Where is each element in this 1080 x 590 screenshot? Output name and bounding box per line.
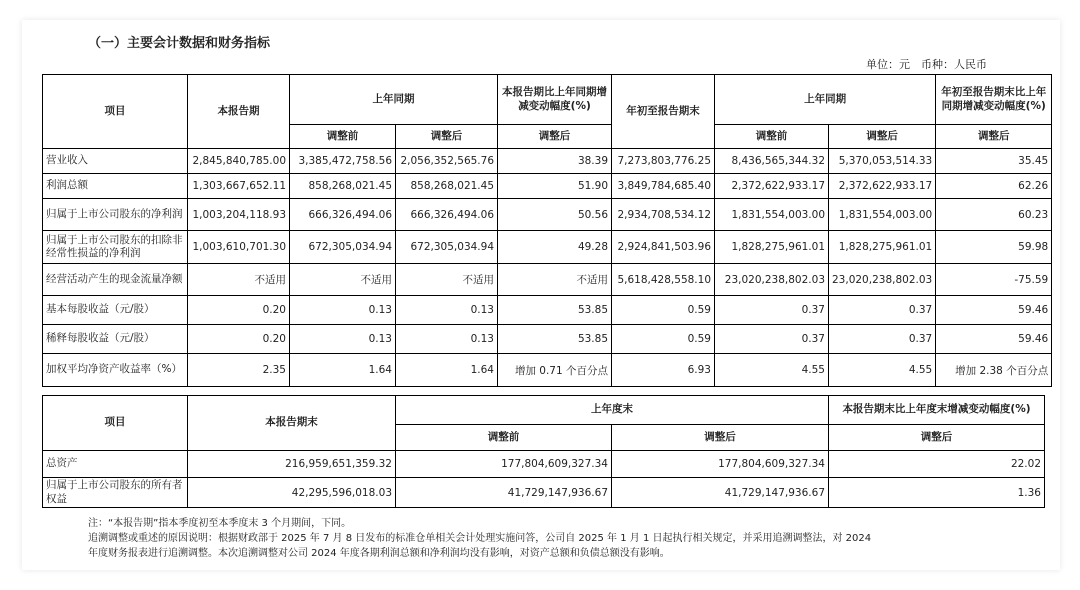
table-cell: 42,295,596,018.03 [188,478,396,508]
table-cell: 不适用 [290,264,396,296]
table-cell: 1.36 [829,478,1045,508]
balance-sheet-table [42,395,1045,508]
footnotes [88,516,1018,561]
table-row [43,264,1052,296]
table-cell: 59.98 [936,231,1052,264]
header-change-pct: 本报告期比上年同期增减变动幅度(%) [498,75,612,125]
table-cell: 8,436,565,344.32 [715,149,829,174]
table-cell: 0.59 [612,296,715,325]
table-cell: 1,303,667,652.11 [188,174,290,199]
table-cell: 5,618,428,558.10 [612,264,715,296]
table-cell: 38.39 [498,149,612,174]
header-prior-period-ytd: 上年同期 [715,75,936,125]
table-row [43,149,1052,174]
table-cell: 2.35 [188,354,290,387]
table-cell: 53.85 [498,325,612,354]
table-cell: 23,020,238,802.03 [715,264,829,296]
table-cell: 216,959,651,359.32 [188,451,396,478]
table-cell: 0.37 [829,325,936,354]
table-cell: 5,370,053,514.33 [829,149,936,174]
header-change-after-adjustment: 调整后 [498,125,612,149]
table-cell: 7,273,803,776.25 [612,149,715,174]
table-cell: 59.46 [936,325,1052,354]
table-cell: 666,326,494.06 [290,199,396,231]
table-row [43,199,1052,231]
financial-data-table [42,74,1052,387]
table-cell: 672,305,034.94 [396,231,498,264]
header-after-adjustment-ytd: 调整后 [829,125,936,149]
row-label: 总资产 [43,451,188,478]
table-cell: 858,268,021.45 [396,174,498,199]
table-cell: 不适用 [498,264,612,296]
table-cell: 2,056,352,565.76 [396,149,498,174]
row-label: 加权平均净资产收益率（%） [43,354,188,387]
table-cell: 4.55 [715,354,829,387]
table-cell: 672,305,034.94 [290,231,396,264]
row-label: 利润总额 [43,174,188,199]
table-cell: 1.64 [290,354,396,387]
table-row [43,174,1052,199]
table-cell: 177,804,609,327.34 [396,451,612,478]
table-cell: 22.02 [829,451,1045,478]
header-item: 项目 [43,75,188,149]
table-cell: 0.13 [290,296,396,325]
table-cell: 0.59 [612,325,715,354]
table-cell: 1,003,610,701.30 [188,231,290,264]
row-label: 经营活动产生的现金流量净额 [43,264,188,296]
table-cell: 0.13 [396,296,498,325]
table-cell: 0.37 [829,296,936,325]
header-after-adjustment: 调整后 [396,125,498,149]
table-cell: 1,828,275,961.01 [829,231,936,264]
header-before-adjustment-ytd: 调整前 [715,125,829,149]
table-cell: 41,729,147,936.67 [396,478,612,508]
table-cell: 不适用 [396,264,498,296]
table-cell: 1,831,554,003.00 [829,199,936,231]
header-prior-year-end: 上年度末 [396,396,829,425]
table-cell: 0.13 [396,325,498,354]
row-label: 稀释每股收益（元/股） [43,325,188,354]
footnote-line: 注：“本报告期”指本季度初至本季度末 3 个月期间，下同。 [88,518,352,529]
table-cell: 4.55 [829,354,936,387]
header-prior-period: 上年同期 [290,75,498,125]
header-ytd-change-pct: 年初至报告期末比上年同期增减变动幅度(%) [936,75,1052,125]
table-cell: 3,849,784,685.40 [612,174,715,199]
header-change-after-adjustment-2: 调整后 [829,425,1045,451]
row-label: 归属于上市公司股东的所有者权益 [43,478,188,508]
table-cell: 增加 0.71 个百分点 [498,354,612,387]
table-row [43,354,1052,387]
table-cell: 2,372,622,933.17 [715,174,829,199]
table-cell: 49.28 [498,231,612,264]
header-period-end-change-pct: 本报告期末比上年度末增减变动幅度(%) [829,396,1045,425]
section-heading: （一）主要会计数据和财务指标 [88,36,271,51]
row-label: 归属于上市公司股东的扣除非经常性损益的净利润 [43,231,188,264]
table-cell: 0.13 [290,325,396,354]
header-ytd: 年初至报告期末 [612,75,715,149]
table-cell: 35.45 [936,149,1052,174]
unit-currency-note: 单位：元 币种：人民币 [866,58,987,71]
table-row [43,478,1045,508]
table-cell: 0.37 [715,296,829,325]
header-before-adjustment: 调整前 [290,125,396,149]
table-row [43,451,1045,478]
header-item-2: 项目 [43,396,188,451]
table-cell: 1,003,204,118.93 [188,199,290,231]
footnote-line: 追溯调整或重述的原因说明：根据财政部于 2025 年 7 月 8 日发布的标准仓单相关会计处理实施问答，公司自 2025 年 1 月 1 日起执行相关规定，并采用追溯调整法，对 2024 [88,533,872,544]
table-cell: 59.46 [936,296,1052,325]
table-cell: 23,020,238,802.03 [829,264,936,296]
table-cell: 41,729,147,936.67 [612,478,829,508]
table-cell: 2,845,840,785.00 [188,149,290,174]
table-cell: 2,372,622,933.17 [829,174,936,199]
table-cell: 0.20 [188,325,290,354]
table-cell: 60.23 [936,199,1052,231]
table-cell: 62.26 [936,174,1052,199]
row-label: 营业收入 [43,149,188,174]
table-cell: 51.90 [498,174,612,199]
table-cell: -75.59 [936,264,1052,296]
table-cell: 53.85 [498,296,612,325]
table-cell: 增加 2.38 个百分点 [936,354,1052,387]
table-cell: 0.20 [188,296,290,325]
table-cell: 不适用 [188,264,290,296]
table-cell: 6.93 [612,354,715,387]
table-cell: 858,268,021.45 [290,174,396,199]
header-change-after-adjustment-ytd: 调整后 [936,125,1052,149]
table-cell: 50.56 [498,199,612,231]
table-cell: 3,385,472,758.56 [290,149,396,174]
header-current-period: 本报告期 [188,75,290,149]
table-row [43,231,1052,264]
header-period-end: 本报告期末 [188,396,396,451]
table-row [43,296,1052,325]
table-cell: 1,828,275,961.01 [715,231,829,264]
table-cell: 0.37 [715,325,829,354]
header-before-adjustment-2: 调整前 [396,425,612,451]
table-cell: 2,924,841,503.96 [612,231,715,264]
row-label: 归属于上市公司股东的净利润 [43,199,188,231]
footnote-line: 年度财务报表进行追溯调整。本次追溯调整对公司 2024 年度各期利润总额和净利润均没有影响，对资产总额和负债总额没有影响。 [88,548,670,559]
table-cell: 1,831,554,003.00 [715,199,829,231]
table-cell: 2,934,708,534.12 [612,199,715,231]
table-row [43,325,1052,354]
row-label: 基本每股收益（元/股） [43,296,188,325]
table-cell: 177,804,609,327.34 [612,451,829,478]
table-cell: 1.64 [396,354,498,387]
header-after-adjustment-2: 调整后 [612,425,829,451]
table-cell: 666,326,494.06 [396,199,498,231]
